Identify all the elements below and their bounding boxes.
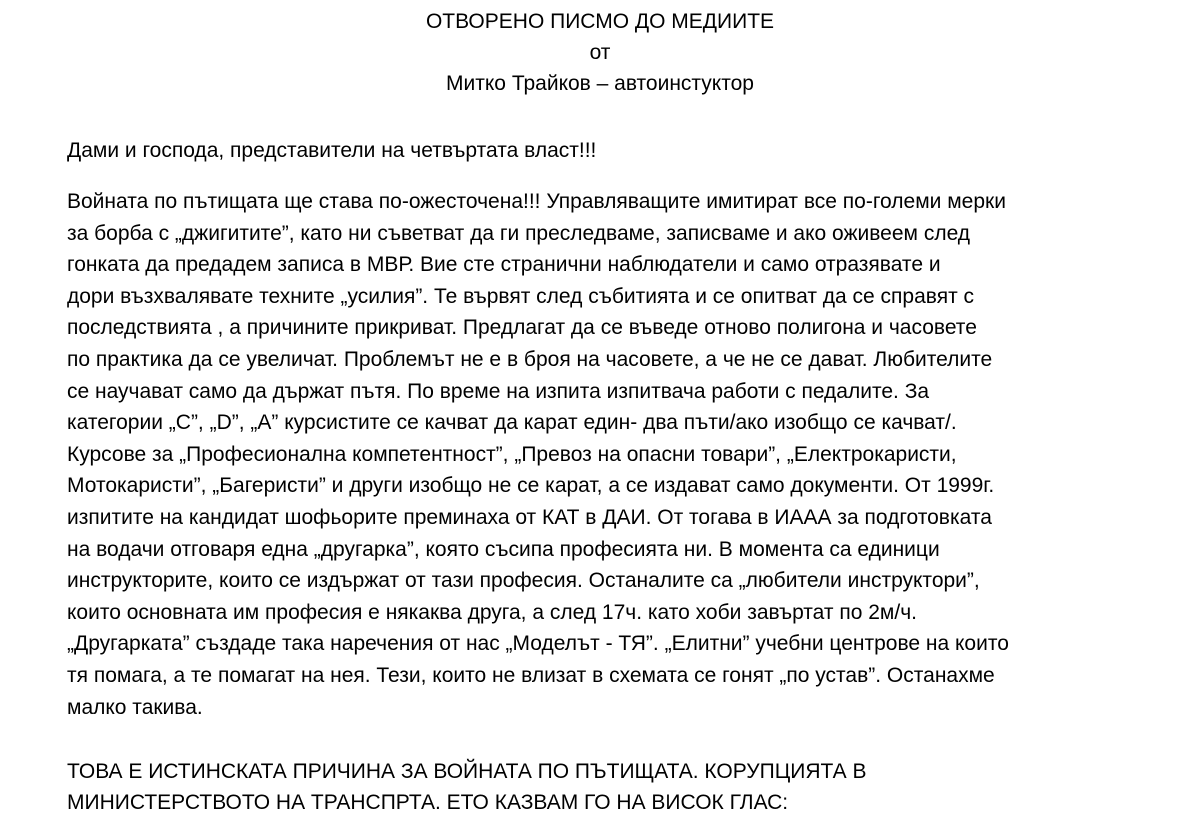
body-line: последствията , а причините прикриват. Предлагат да се въведе отново полигона и часовете <box>67 316 977 340</box>
body-line: Курсове за „Професионална компетентност”, „Превоз на опасни товари”, „Електрокаристи, <box>67 442 957 466</box>
body-line: изпитите на кандидат шофьорите преминаха от КАТ в ДАИ. От тогава в ИААА за подготовката <box>67 505 992 529</box>
letter-title-from: от <box>589 41 611 64</box>
body-line: дори възхвалявате техните „усилия”. Те вървят след събитията и се опитват да се справят с <box>67 284 975 308</box>
body-line: за борба с „джигитите”, като ни съветват да ги преследваме, записваме и ако оживеем след <box>67 221 971 245</box>
letter-closing <box>67 756 1177 818</box>
body-line: Войната по пътищата ще става по-ожесточена!!! Управляващите имитират все по-големи мерки <box>67 190 1006 213</box>
body-line: „Другарката” създаде така наречения от нас „Моделът - ТЯ”. „Елитни” учебни центрове на които <box>67 632 1009 656</box>
body-line: категории „С”, „D”, „А” курсистите се качват да карат един- два пъти/ако изобщо се качват/. <box>67 411 957 435</box>
body-line: малко такива. <box>67 695 203 719</box>
letter-title: ОТВОРЕНО ПИСМО ДО МЕДИИТЕ <box>425 10 775 33</box>
closing-line: МИНИСТЕРСТВОТО НА ТРАНСПРТА. ЕТО КАЗВАМ ГО НА ВИСОК ГЛАС: <box>67 791 789 814</box>
body-line: на водачи отговаря една „другарка”, която съсипа професията ни. В момента са единици <box>67 537 940 561</box>
letter-greeting: Дами и господа, представители на четвъртата власт!!! <box>67 139 597 162</box>
body-line: по практика да се увеличат. Проблемът не е в броя на часовете, а че не се дават. Любителите <box>67 347 993 371</box>
body-line: които основната им професия е някаква друга, а след 17ч. като хоби завъртат по 2м/ч. <box>67 600 917 624</box>
body-line: тя помага, а те помагат на нея. Тези, които не влизат в схемата се гонят „по устав”. Останахме <box>67 663 995 687</box>
body-line: инструкторите, които се издържат от тази професия. Останалите са „любители инструктори”, <box>67 569 980 593</box>
letter-body <box>67 186 1177 723</box>
body-line: гонката да предадем записа в МВР. Вие сте странични наблюдатели и само отразявате и <box>67 253 941 277</box>
letter-author: Митко Трайков – автоинстуктор <box>446 72 754 95</box>
body-line: Мотокаристи”, „Багеристи” и други изобщо не се карат, а се издават само документи. От 1999г. <box>67 474 995 498</box>
body-line: се научават само да държат пътя. По време на изпита изпитвача работи с педалите. За <box>67 379 930 403</box>
letter-title-block <box>0 6 1200 99</box>
closing-line: ТОВА Е ИСТИНСКАТА ПРИЧИНА ЗА ВОЙНАТА ПО ПЪТИЩАТА. КОРУПЦИЯТА В <box>67 760 867 783</box>
